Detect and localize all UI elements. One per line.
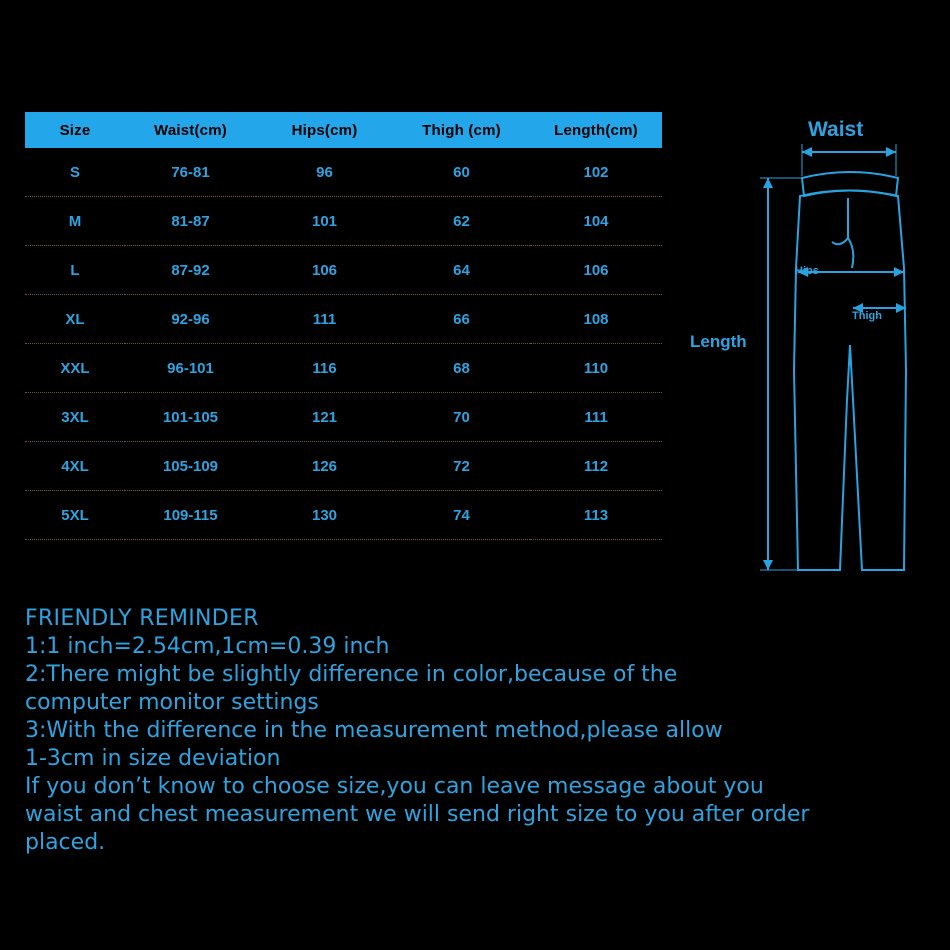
length-measure-arrow-icon xyxy=(760,178,802,570)
table-row xyxy=(25,246,662,295)
table-row xyxy=(25,148,662,197)
reminder-line: computer monitor settings xyxy=(25,690,319,715)
cell-thigh: 64 xyxy=(393,246,530,295)
reminder-line: 3:With the difference in the measurement method,please allow xyxy=(25,718,723,743)
cell-hips: 106 xyxy=(256,246,393,295)
table-row xyxy=(25,295,662,344)
cell-waist: 87-92 xyxy=(125,246,256,295)
cell-hips: 121 xyxy=(256,393,393,442)
thigh-label: Thigh xyxy=(852,310,882,322)
cell-hips: 126 xyxy=(256,442,393,491)
table-row xyxy=(25,442,662,491)
cell-length: 108 xyxy=(530,295,662,344)
length-label: Length xyxy=(690,332,747,351)
table-header-row xyxy=(25,112,662,148)
pants-measurement-diagram xyxy=(690,100,940,580)
cell-waist: 96-101 xyxy=(125,344,256,393)
reminder-line: 1-3cm in size deviation xyxy=(25,746,281,771)
cell-thigh: 74 xyxy=(393,491,530,540)
size-chart-table xyxy=(25,112,662,540)
cell-thigh: 62 xyxy=(393,197,530,246)
table-row xyxy=(25,491,662,540)
cell-length: 106 xyxy=(530,246,662,295)
cell-thigh: 68 xyxy=(393,344,530,393)
cell-size: L xyxy=(25,246,125,295)
cell-thigh: 66 xyxy=(393,295,530,344)
cell-thigh: 72 xyxy=(393,442,530,491)
cell-size: S xyxy=(25,148,125,197)
table-row xyxy=(25,393,662,442)
cell-length: 111 xyxy=(530,393,662,442)
cell-size: M xyxy=(25,197,125,246)
cell-waist: 105-109 xyxy=(125,442,256,491)
column-header-size: Size xyxy=(25,112,125,148)
table-row xyxy=(25,344,662,393)
cell-length: 110 xyxy=(530,344,662,393)
cell-size: 4XL xyxy=(25,442,125,491)
cell-size: 5XL xyxy=(25,491,125,540)
reminder-line: waist and chest measurement we will send right size to you after order xyxy=(25,802,810,827)
cell-size: XL xyxy=(25,295,125,344)
cell-thigh: 60 xyxy=(393,148,530,197)
cell-length: 102 xyxy=(530,148,662,197)
reminder-line: 1:1 inch=2.54cm,1cm=0.39 inch xyxy=(25,634,390,659)
cell-waist: 101-105 xyxy=(125,393,256,442)
cell-waist: 92-96 xyxy=(125,295,256,344)
column-header-length: Length(cm) xyxy=(530,112,662,148)
cell-hips: 116 xyxy=(256,344,393,393)
cell-thigh: 70 xyxy=(393,393,530,442)
cell-size: 3XL xyxy=(25,393,125,442)
cell-length: 113 xyxy=(530,491,662,540)
hips-label: Hips xyxy=(795,265,819,277)
cell-size: XXL xyxy=(25,344,125,393)
friendly-reminder-block xyxy=(25,605,915,857)
cell-waist: 76-81 xyxy=(125,148,256,197)
reminder-line: If you don’t know to choose size,you can leave message about you xyxy=(25,774,764,799)
reminder-title: FRIENDLY REMINDER xyxy=(25,606,259,631)
cell-length: 104 xyxy=(530,197,662,246)
reminder-line: 2:There might be slightly difference in color,because of the xyxy=(25,662,678,687)
cell-waist: 109-115 xyxy=(125,491,256,540)
cell-hips: 111 xyxy=(256,295,393,344)
waist-label: Waist xyxy=(808,118,864,141)
cell-hips: 96 xyxy=(256,148,393,197)
cell-hips: 130 xyxy=(256,491,393,540)
cell-length: 112 xyxy=(530,442,662,491)
column-header-thigh: Thigh (cm) xyxy=(393,112,530,148)
cell-hips: 101 xyxy=(256,197,393,246)
cell-waist: 81-87 xyxy=(125,197,256,246)
reminder-line: placed. xyxy=(25,830,106,855)
column-header-hips: Hips(cm) xyxy=(256,112,393,148)
column-header-waist: Waist(cm) xyxy=(125,112,256,148)
table-row xyxy=(25,197,662,246)
